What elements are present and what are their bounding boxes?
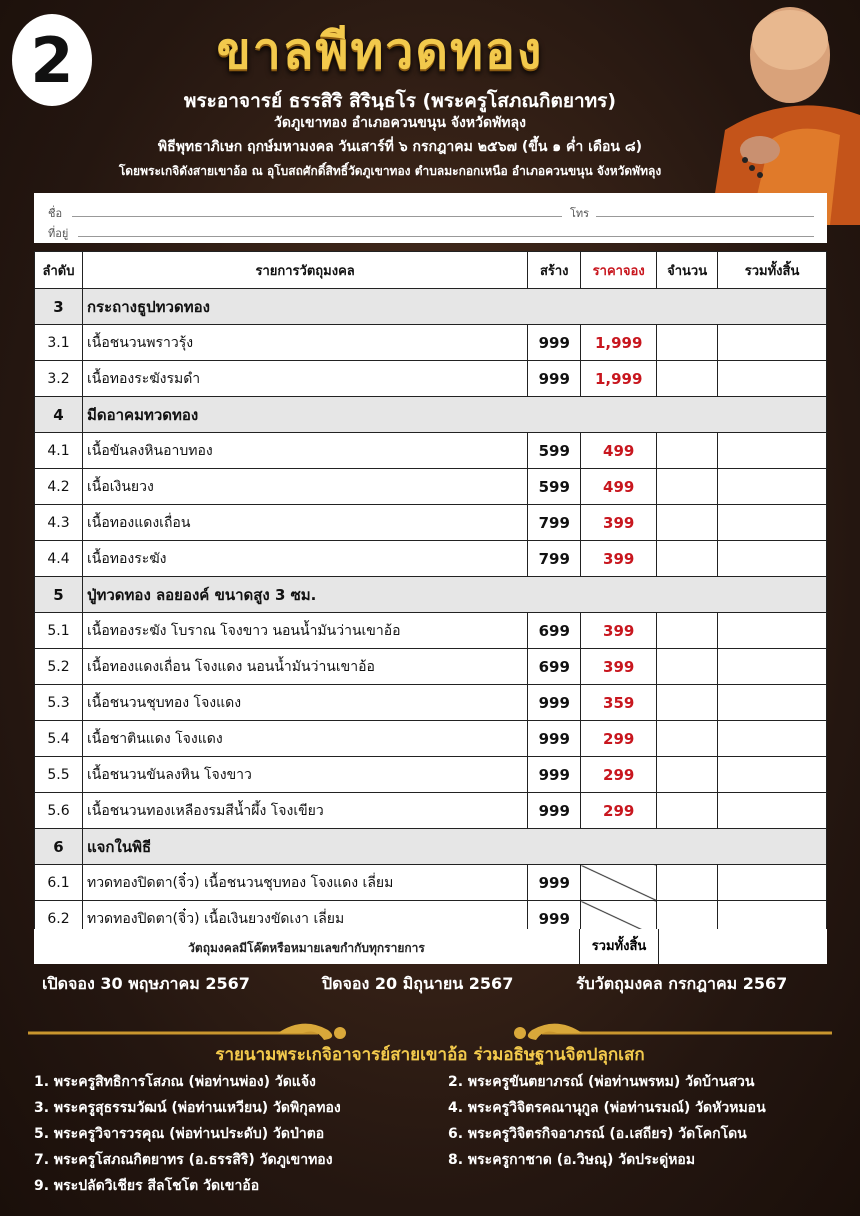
quantity-cell[interactable]: [657, 541, 718, 577]
quantity-cell[interactable]: [657, 865, 718, 901]
quantity-cell[interactable]: [657, 649, 718, 685]
item-name: เนื้อทองแดงเถื่อน โจงแดง นอนน้ำมันว่านเขาอ้อ: [82, 649, 527, 685]
address-label: ที่อยู่: [48, 227, 69, 240]
item-build-count: 999: [528, 721, 581, 757]
row-total-cell[interactable]: [718, 721, 827, 757]
address-field[interactable]: [78, 236, 814, 237]
item-number: 5.3: [35, 685, 83, 721]
table-header: [35, 252, 827, 289]
row-total-cell[interactable]: [718, 685, 827, 721]
section-row: [35, 289, 827, 325]
monk-list-item: 9. พระปลัดวิเชียร สีลโชโต วัดเขาอ้อ: [34, 1178, 260, 1194]
quantity-cell[interactable]: [657, 793, 718, 829]
section-title: มีดอาคมทวดทอง: [82, 397, 826, 433]
item-name: เนื้อทองระฆัง โบราณ โจงขาว นอนน้ำมันว่านเขาอ้อ: [82, 613, 527, 649]
order-form: [34, 193, 827, 243]
grand-total-label: รวมทั้งสิ้น: [579, 929, 659, 964]
table-row: [35, 649, 827, 685]
quantity-cell[interactable]: [657, 757, 718, 793]
section-number: 4: [35, 397, 83, 433]
item-number: 5.5: [35, 757, 83, 793]
col-no: ลำดับ: [35, 252, 83, 289]
item-build-count: 599: [528, 469, 581, 505]
section-row: [35, 397, 827, 433]
item-price: 399: [581, 613, 657, 649]
item-price: 359: [581, 685, 657, 721]
item-price: 399: [581, 541, 657, 577]
row-total-cell[interactable]: [718, 541, 827, 577]
item-build-count: 999: [528, 757, 581, 793]
item-price: 499: [581, 433, 657, 469]
note-text: วัตถุมงคลมีโค๊ตหรือหมายเลขกำกับทุกรายการ: [188, 941, 425, 955]
quantity-cell[interactable]: [657, 433, 718, 469]
monk-list-item: 4. พระครูวิจิตรคณานุกูล (พ่อท่านรมณ์) วัดหัวหมอน: [448, 1100, 766, 1116]
table-footer: [34, 929, 827, 964]
monk-list-item: 7. พระครูโสภณกิตยาทร (อ.ธรรสิริ) วัดภูเขาทอง: [34, 1152, 333, 1168]
monk-list-title: รายนามพระเกจิอาจารย์สายเขาอ้อ ร่วมอธิษฐานจิตปลุกเสก: [215, 1045, 645, 1065]
row-total-cell[interactable]: [718, 649, 827, 685]
item-number: 5.1: [35, 613, 83, 649]
item-number: 4.1: [35, 433, 83, 469]
col-price: ราคาจอง: [581, 252, 657, 289]
item-build-count: 599: [528, 433, 581, 469]
phone-label: โทร: [570, 207, 590, 220]
table-row: [35, 793, 827, 829]
item-number: 3.1: [35, 325, 83, 361]
item-number: 6.2: [35, 901, 83, 937]
table-row: [35, 541, 827, 577]
col-build: สร้าง: [528, 252, 581, 289]
item-number: 4.3: [35, 505, 83, 541]
item-number: 4.2: [35, 469, 83, 505]
row-total-cell[interactable]: [718, 793, 827, 829]
item-price: 1,999: [581, 325, 657, 361]
item-price: 399: [581, 649, 657, 685]
item-name: เนื้อขันลงหินอาบทอง: [82, 433, 527, 469]
col-total: รวมทั้งสิ้น: [718, 252, 827, 289]
item-price: 399: [581, 505, 657, 541]
row-total-cell[interactable]: [718, 361, 827, 397]
item-number: 5.4: [35, 721, 83, 757]
monk-list-item: 1. พระครูสิทธิการโสภณ (พ่อท่านพ่อง) วัดแจ้ง: [34, 1074, 316, 1090]
quantity-cell[interactable]: [657, 325, 718, 361]
section-title: ปู่ทวดทอง ลอยองค์ ขนาดสูง 3 ซม.: [82, 577, 826, 613]
row-total-cell[interactable]: [718, 505, 827, 541]
col-qty: จำนวน: [657, 252, 718, 289]
section-number: 5: [35, 577, 83, 613]
item-price: 499: [581, 469, 657, 505]
table-row: [35, 505, 827, 541]
item-build-count: 999: [528, 361, 581, 397]
row-total-cell[interactable]: [718, 433, 827, 469]
item-build-count: 999: [528, 901, 581, 937]
item-build-count: 999: [528, 865, 581, 901]
item-build-count: 699: [528, 613, 581, 649]
item-price: 1,999: [581, 361, 657, 397]
item-build-count: 999: [528, 793, 581, 829]
table-row: [35, 721, 827, 757]
row-total-cell[interactable]: [718, 757, 827, 793]
section-number: 3: [35, 289, 83, 325]
item-name: เนื้อเงินยวง: [82, 469, 527, 505]
quantity-cell[interactable]: [657, 685, 718, 721]
item-name: เนื้อชนวนขันลงหิน โจงขาว: [82, 757, 527, 793]
open-date: เปิดจอง 30 พฤษภาคม 2567: [42, 974, 250, 993]
quantity-cell[interactable]: [657, 361, 718, 397]
item-name: เนื้อชนวนทองเหลืองรมสีน้ำผึ้ง โจงเขียว: [82, 793, 527, 829]
close-date: ปิดจอง 20 มิถุนายน 2567: [322, 974, 514, 993]
name-field[interactable]: [72, 216, 562, 217]
monk-list-item: 5. พระครูวิจารวรคุณ (พ่อท่านประดับ) วัดป่าตอ: [34, 1126, 325, 1142]
phone-field[interactable]: [596, 216, 814, 217]
table-row: [35, 361, 827, 397]
item-build-count: 999: [528, 685, 581, 721]
item-number: 5.2: [35, 649, 83, 685]
quantity-cell[interactable]: [657, 613, 718, 649]
section-row: [35, 577, 827, 613]
monk-list-item: 8. พระครูกาชาด (อ.วิษณุ) วัดประดู่หอม: [448, 1152, 696, 1168]
row-total-cell[interactable]: [718, 613, 827, 649]
item-number: 4.4: [35, 541, 83, 577]
row-total-cell[interactable]: [718, 325, 827, 361]
item-price: 299: [581, 757, 657, 793]
by-line: โดยพระเกจิดังสายเขาอ้อ ณ อุโบสถศักดิ์สิทธิ์วัดภูเขาทอง ตำบลมะกอกเหนือ อำเภอควนขนุน จังหวัดพัทลุง: [118, 164, 662, 178]
item-build-count: 799: [528, 541, 581, 577]
section-title: แจกในพิธี: [82, 829, 826, 865]
section-number: 6: [35, 829, 83, 865]
item-price: 299: [581, 721, 657, 757]
item-name: เนื้อชนวนพราวรุ้ง: [82, 325, 527, 361]
item-build-count: 699: [528, 649, 581, 685]
temple-line: วัดภูเขาทอง อำเภอควนขนุน จังหวัดพัทลุง: [274, 115, 526, 131]
row-total-cell[interactable]: [718, 865, 827, 901]
item-name: ทวดทองปิดตา(จิ๋ว) เนื้อชนวนชุบทอง โจงแดง เลี่ยม: [82, 865, 527, 901]
quantity-cell[interactable]: [657, 721, 718, 757]
monk-list-item: 6. พระครูวิจิตรกิจอาภรณ์ (อ.เสถียร) วัดโคกโดน: [448, 1126, 747, 1142]
col-item: รายการวัตถุมงคล: [82, 252, 527, 289]
table-row: [35, 613, 827, 649]
table-row: [35, 433, 827, 469]
quantity-cell[interactable]: [657, 505, 718, 541]
section-title: กระถางธูปทวดทอง: [82, 289, 826, 325]
item-number: 5.6: [35, 793, 83, 829]
item-price: 299: [581, 793, 657, 829]
item-name: เนื้อชนวนชุบทอง โจงแดง: [82, 685, 527, 721]
monk-list-item: 2. พระครูขันตยาภรณ์ (พ่อท่านพรหม) วัดบ้านสวน: [448, 1074, 755, 1090]
item-name: เนื้อทองระฆังรมดำ: [82, 361, 527, 397]
item-number: 3.2: [35, 361, 83, 397]
item-build-count: 999: [528, 325, 581, 361]
item-build-count: 799: [528, 505, 581, 541]
table-row: [35, 865, 827, 901]
monk-list-item: 3. พระครูสุธรรมวัฒน์ (พ่อท่านเหวียน) วัดพิกุลทอง: [34, 1100, 341, 1116]
quantity-cell[interactable]: [657, 469, 718, 505]
subtitle: พระอาจารย์ ธรรสิริ สิรินฺธโร (พระครูโสภณกิตยาทร): [183, 90, 617, 112]
ceremony-line: พิธีพุทธาภิเษก ฤกษ์มหามงคล วันเสาร์ที่ ๖ กรกฎาคม ๒๕๖๗ (ขึ้น ๑ ค่ำ เดือน ๘): [157, 139, 643, 155]
order-table: [34, 251, 827, 937]
name-label: ชื่อ: [48, 207, 63, 220]
receive-date: รับวัตถุมงคล กรกฎาคม 2567: [576, 974, 788, 993]
item-name: เนื้อชาตินแดง โจงแดง: [82, 721, 527, 757]
item-name: เนื้อทองระฆัง: [82, 541, 527, 577]
table-row: [35, 469, 827, 505]
item-price-crossed: [581, 865, 657, 901]
table-row: [35, 757, 827, 793]
item-number: 6.1: [35, 865, 83, 901]
page-title: ขาลพีทวดทอง: [216, 21, 544, 80]
table-row: [35, 685, 827, 721]
table-row: [35, 325, 827, 361]
number-badge: 2: [12, 14, 92, 106]
item-name: ทวดทองปิดตา(จิ๋ว) เนื้อเงินยวงขัดเงา เลี่ยม: [82, 901, 527, 937]
section-row: [35, 829, 827, 865]
item-name: เนื้อทองแดงเถื่อน: [82, 505, 527, 541]
row-total-cell[interactable]: [718, 469, 827, 505]
